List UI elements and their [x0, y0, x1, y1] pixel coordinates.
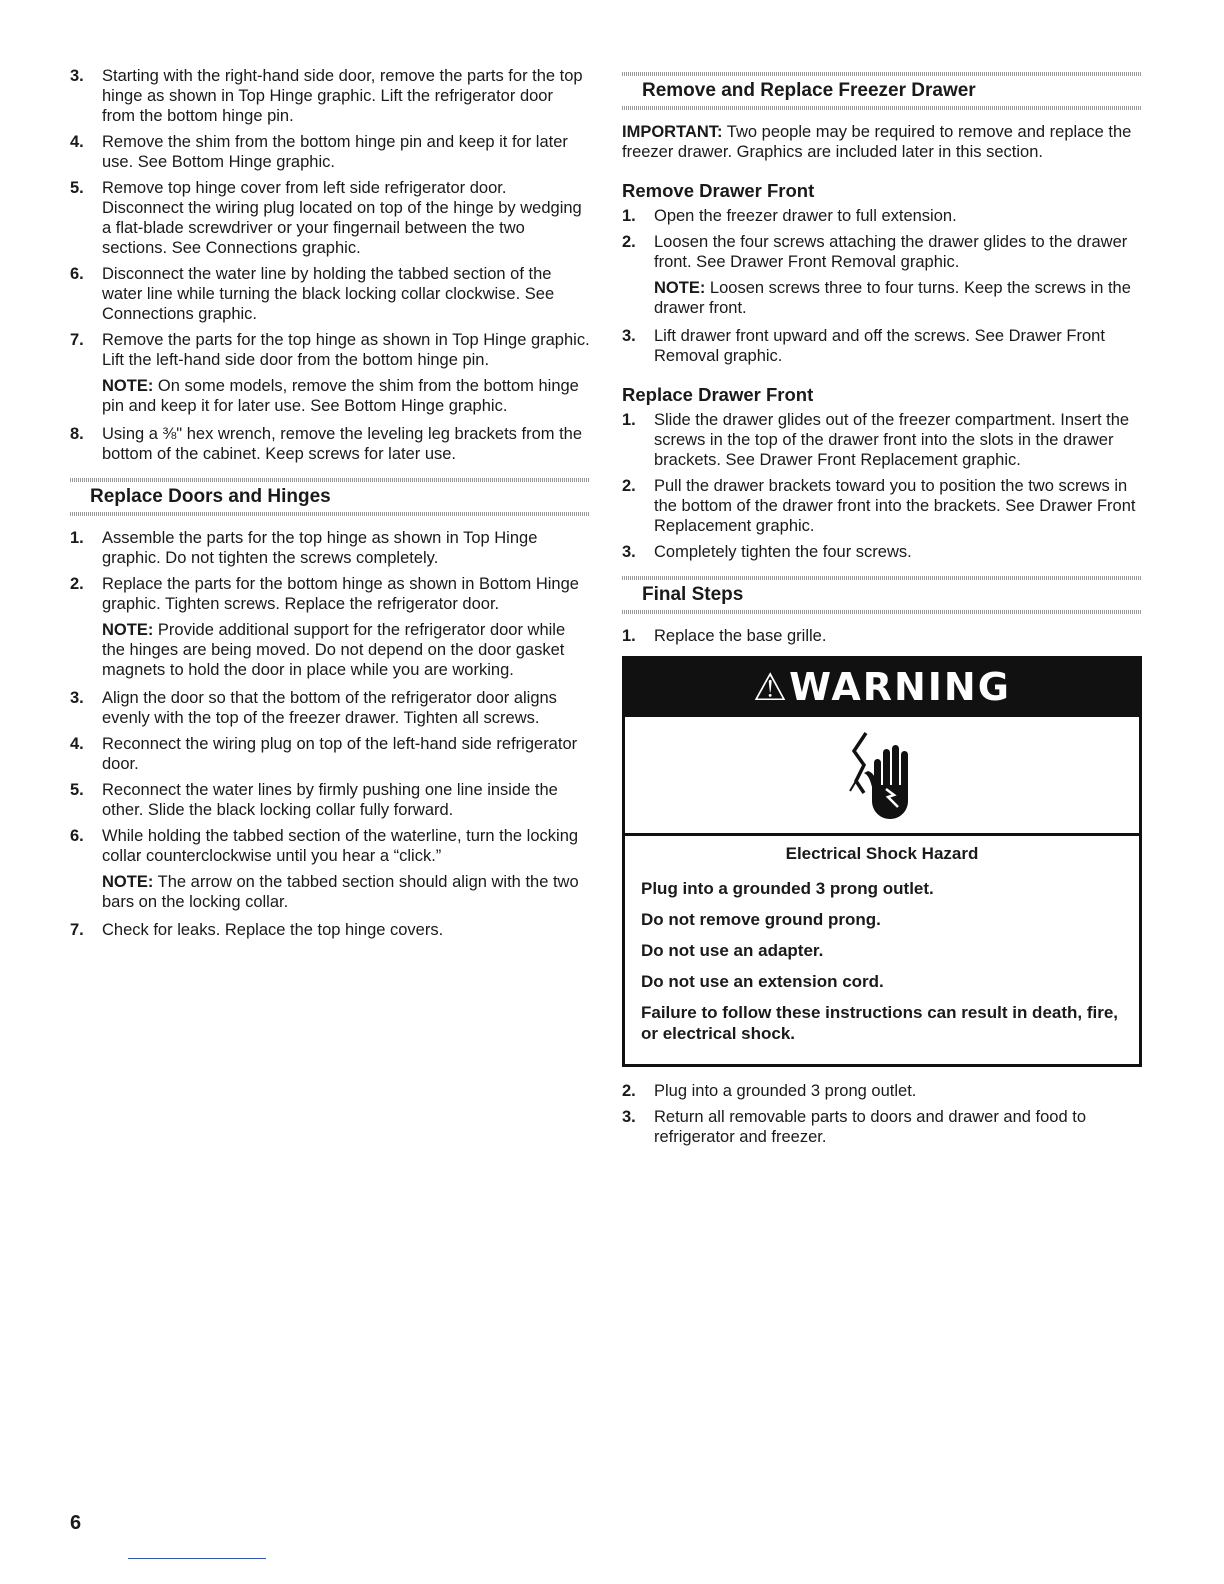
left-column	[70, 66, 590, 946]
removal-step-5: 5. Remove top hinge cover from left side refrigerator door. Disconnect the wiring plug located on top of the hinge by wedging a flat-blade screwdriver or your fingernail between the two sections. See Connections graphic.	[70, 179, 582, 257]
important-note: IMPORTANT: Two people may be required to remove and replace the freezer drawer. Graphics are included later in this section.	[622, 123, 1132, 161]
remove-front-step-3: 3. Lift drawer front upward and off the screws. See Drawer Front Removal graphic.	[622, 327, 1105, 365]
warning-line: Failure to follow these instructions can result in death, fire, or electrical shock.	[641, 1003, 1119, 1043]
removal-step-6: 6. Disconnect the water line by holding the tabbed section of the water line while turning the black locking collar clockwise. See Connections graphic.	[70, 265, 555, 323]
note-loosen-screws: NOTE: Loosen screws three to four turns. Keep the screws in the drawer front.	[654, 279, 1131, 317]
replace-step-6: 6. While holding the tabbed section of the waterline, turn the locking collar counterclockwise until you hear a “click.”	[70, 827, 579, 865]
remove-front-step-2: 2. Loosen the four screws attaching the drawer glides to the drawer front. See Drawer Front Removal graphic.	[622, 233, 1128, 271]
removal-step-8: 8. Using a ⅜" hex wrench, remove the leveling leg brackets from the bottom of the cabinet. Keep screws for later use.	[70, 425, 583, 463]
warning-box	[622, 656, 1142, 1067]
footer-rule	[128, 1558, 266, 1559]
note-arrow-align: NOTE: The arrow on the tabbed section should align with the two bars on the locking collar.	[102, 873, 579, 911]
subheading-remove-drawer-front: Remove Drawer Front	[622, 180, 815, 201]
section-heading-replace-doors: Replace Doors and Hinges	[70, 478, 590, 516]
removal-step-4: 4. Remove the shim from the bottom hinge pin and keep it for later use. See Bottom Hinge graphic.	[70, 133, 568, 171]
warning-graphic	[625, 717, 1139, 836]
replace-step-7: 7. Check for leaks. Replace the top hinge covers.	[70, 921, 444, 939]
subheading-replace-drawer-front: Replace Drawer Front	[622, 384, 814, 405]
electrical-shock-hand-icon	[842, 729, 922, 821]
removal-step-3: 3. Starting with the right-hand side door, remove the parts for the top hinge as shown in Top Hinge graphic. Lift the refrigerator door from the bottom hinge pin.	[70, 67, 583, 125]
warning-header: ⚠WARNING	[625, 659, 1139, 717]
note-shim: NOTE: On some models, remove the shim from the bottom hinge pin and keep it for later use. See Bottom Hinge graphic.	[102, 377, 579, 415]
final-step-3: 3. Return all removable parts to doors and drawer and food to refrigerator and freezer.	[622, 1108, 1086, 1146]
warning-line: Do not use an extension cord.	[641, 972, 884, 991]
warning-line: Do not use an adapter.	[641, 941, 824, 960]
final-step-1: 1. Replace the base grille.	[622, 627, 827, 645]
warning-title: Electrical Shock Hazard	[785, 844, 979, 863]
replace-step-3: 3. Align the door so that the bottom of the refrigerator door aligns evenly with the top of the freezer drawer. Tighten all screws.	[70, 689, 557, 727]
note-door-support: NOTE: Provide additional support for the refrigerator door while the hinges are being moved. Do not depend on the door gasket magnets to hold the door in place while you are working.	[102, 621, 566, 679]
replace-front-step-3: 3. Completely tighten the four screws.	[622, 543, 912, 561]
section-heading-final-steps: Final Steps	[622, 576, 1142, 614]
remove-front-step-1: 1. Open the freezer drawer to full extension.	[622, 207, 957, 225]
warning-line: Plug into a grounded 3 prong outlet.	[641, 879, 934, 898]
removal-step-7: 7. Remove the parts for the top hinge as shown in Top Hinge graphic. Lift the left-hand side door from the bottom hinge pin.	[70, 331, 590, 369]
replace-step-2: 2. Replace the parts for the bottom hinge as shown in Bottom Hinge graphic. Tighten screws. Replace the refrigerator door.	[70, 575, 579, 613]
replace-step-4: 4. Reconnect the wiring plug on top of the left-hand side refrigerator door.	[70, 735, 578, 773]
replace-front-step-1: 1. Slide the drawer glides out of the freezer compartment. Insert the screws in the top of the drawer front into the slots in the drawer brackets. See Drawer Front Replacement graphic.	[622, 411, 1130, 469]
page-number: 6	[70, 1512, 82, 1534]
final-step-2: 2. Plug into a grounded 3 prong outlet.	[622, 1082, 917, 1100]
replace-step-5: 5. Reconnect the water lines by firmly pushing one line inside the other. Slide the black locking collar fully forward.	[70, 781, 558, 819]
replace-step-1: 1. Assemble the parts for the top hinge as shown in Top Hinge graphic. Do not tighten the screws completely.	[70, 529, 538, 567]
replace-front-step-2: 2. Pull the drawer brackets toward you to position the two screws in the bottom of the drawer front into the brackets. See Drawer Front Replacement graphic.	[622, 477, 1136, 535]
warning-line: Do not remove ground prong.	[641, 910, 881, 929]
section-heading-freezer-drawer: Remove and Replace Freezer Drawer	[622, 72, 1142, 110]
right-column	[622, 66, 1142, 1153]
warning-body	[625, 836, 1139, 1064]
